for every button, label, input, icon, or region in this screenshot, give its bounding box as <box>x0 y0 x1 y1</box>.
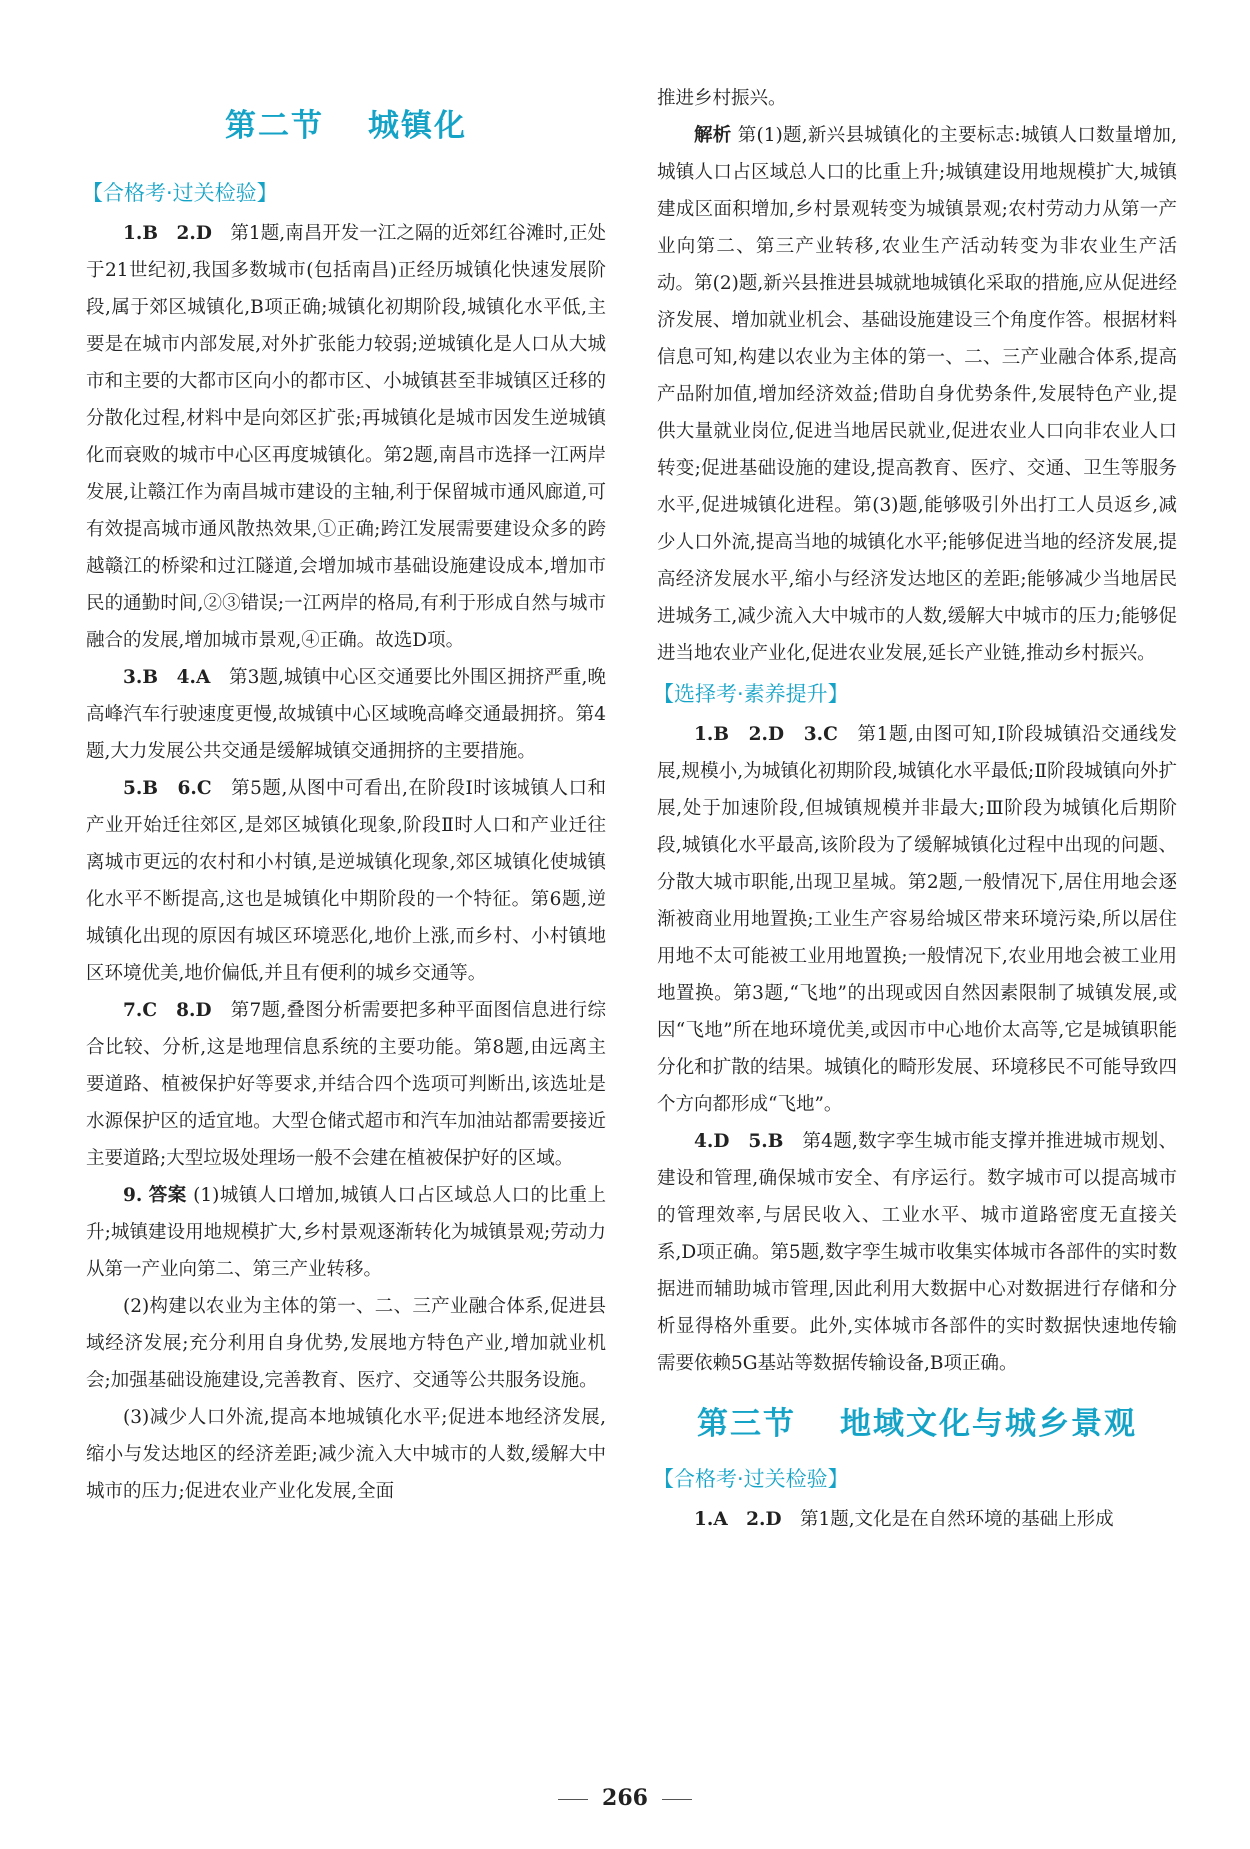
section-number: 第三节 <box>697 1406 796 1442</box>
answer-paragraph: (2)构建以农业为主体的第一、二、三产业融合体系,促进县域经济发展;充分利用自身优势,发展地方特色产业,增加就业机会;加强基础设施建设,完善教育、医疗、交通等公共服务设施。 <box>86 1296 606 1391</box>
answer-paragraph: 5.B 6.C 第5题,从图中可看出,在阶段Ⅰ时该城镇人口和产业开始迁往郊区,是郊区城镇化现象,阶段Ⅱ时人口和产业迁往离城市更远的农村和小村镇,是逆城镇化现象,郊区城镇化使城镇化水平不断提高,这也是城镇化中期阶段的一个特征。第6题,逆城镇化出现的原因有城区环境恶化,地价上涨,而乡村、小村镇地区环境优美,地价偏低,并且有便利的城乡交通等。 <box>86 778 606 984</box>
answer-label: 答案 <box>148 1185 187 1206</box>
answer-keys: 3.B 4.A <box>123 667 211 688</box>
section-name: 城镇化 <box>368 108 467 144</box>
section-number: 第二节 <box>225 108 324 144</box>
answer-keys: 1.B 2.D 3.C <box>694 724 838 745</box>
answer-paragraph: 1.A 2.D 第1题,文化是在自然环境的基础上形成 <box>694 1509 1114 1530</box>
subhead-advanced: 【选择考·素养提升】 <box>653 682 849 706</box>
answer-paragraph: 7.C 8.D 第7题,叠图分析需要把多种平面图信息进行综合比较、分析,这是地理信息系统的主要功能。第8题,由远离主要道路、植被保护好等要求,并结合四个选项可判断出,该选址是水源保护区的适宜地。大型仓储式超市和汽车加油站都需要接近主要道路;大型垃圾处理场一般不会建在植被保护好的区域。 <box>86 1000 606 1169</box>
analysis-paragraph: 解析 第(1)题,新兴县城镇化的主要标志:城镇人口数量增加,城镇人口占区域总人口的比重上升;城镇建设用地规模扩大,城镇建成区面积增加,乡村景观转变为城镇景观;农村劳动力从第一产业向第二、第三产业转移,农业生产活动转变为非农业生产活动。第(2)题,新兴县推进县城就地城镇化采取的措施,应从促进经济发展、增加就业机会、基础设施建设三个角度作答。根据材料信息可知,构建以农业为主体的第一、二、三产业融合体系,提高产品附加值,增加经济效益;借助自身优势条件,发展特色产业,提供大量就业岗位,促进当地居民就业,促进农业人口向非农业人口转变;促进基础设施的建设,提高教育、医疗、交通、卫生等服务水平,促进城镇化进程。第(3)题,能够吸引外出打工人员返乡,减少人口外流,提高当地的城镇化水平;能够促进当地的经济发展,提高经济发展水平,缩小与经济发达地区的差距;能够减少当地居民进城务工,减少流入大中城市的人数,缓解大中城市的压力;能够促进当地农业产业化,促进农业发展,延长产业链,推动乡村振兴。 <box>657 125 1177 664</box>
answer-paragraph: 3.B 4.A 第3题,城镇中心区交通要比外围区拥挤严重,晚高峰汽车行驶速度更慢,故城镇中心区域晚高峰交通最拥挤。第4题,大力发展公共交通是缓解城镇交通拥挤的主要措施。 <box>86 667 606 762</box>
continued-text: 推进乡村振兴。 <box>657 88 787 109</box>
answer-keys: 5.B 6.C <box>123 778 212 799</box>
answer-keys: 7.C 8.D <box>123 1000 212 1021</box>
right-column <box>653 80 1177 1538</box>
analysis-label: 解析 <box>694 125 732 146</box>
answer-keys: 4.D 5.B <box>694 1131 784 1152</box>
page-number: 266 <box>0 1785 1250 1811</box>
answer-paragraph: 1.B 2.D 第1题,南昌开发一江之隔的近郊红谷滩时,正处于21世纪初,我国多数城市(包括南昌)正经历城镇化快速发展阶段,属于郊区城镇化,B项正确;城镇化初期阶段,城镇化水平低,主要是在城市内部发展,对外扩张能力较弱;逆城镇化是人口从大城市和主要的大都市区向小的都市区、小城镇甚至非城镇区迁移的分散化过程,材料中是向郊区扩张;再城镇化是城市因发生逆城镇化而衰败的城市中心区再度城镇化。第2题,南昌市选择一江两岸发展,让赣江作为南昌城市建设的主轴,利于保留城市通风廊道,可有效提高城市通风散热效果,①正确;跨江发展需要建设众多的跨越赣江的桥梁和过江隧道,会增加城市基础设施建设成本,增加市民的通勤时间,②③错误;一江两岸的格局,有利于形成自然与城市融合的发展,增加城市景观,④正确。故选D项。 <box>86 223 606 651</box>
answer-paragraph: 1.B 2.D 3.C 第1题,由图可知,Ⅰ阶段城镇沿交通线发展,规模小,为城镇化初期阶段,城镇化水平最低;Ⅱ阶段城镇向外扩展,处于加速阶段,但城镇规模并非最大;Ⅲ阶段为城镇化后期阶段,城镇化水平最高,该阶段为了缓解城镇化过程中出现的问题、分散大城市职能,出现卫星城。第2题,一般情况下,居住用地会逐渐被商业用地置换;工业生产容易给城区带来环境污染,所以居住用地不太可能被工业用地置换;一般情况下,农业用地会被工业用地置换。第3题,“飞地”的出现或因自然因素限制了城镇发展,或因“飞地”所在地环境优美,或因市中心地价太高等,它是城镇职能分化和扩散的结果。城镇化的畸形发展、环境移民不可能导致四个方向都形成“飞地”。 <box>657 724 1177 1115</box>
answer-paragraph: (3)减少人口外流,提高本地城镇化水平;促进本地经济发展,缩小与发达地区的经济差距;减少流入大中城市的人数,缓解大中城市的压力;促进农业产业化发展,全面 <box>86 1407 606 1502</box>
answer-paragraph: 9. 答案 (1)城镇人口增加,城镇人口占区域总人口的比重上升;城镇建设用地规模扩大,乡村景观逐渐转化为城镇景观;劳动力从第一产业向第二、第三产业转移。 <box>86 1185 606 1280</box>
section-title-2 <box>86 100 606 145</box>
answer-keys: 1.A 2.D <box>694 1509 782 1530</box>
answer-keys: 1.B 2.D <box>123 223 212 244</box>
subhead-basic-check: 【合格考·过关检验】 <box>653 1467 849 1491</box>
answer-paragraph: 4.D 5.B 第4题,数字孪生城市能支撑并推进城市规划、建设和管理,确保城市安全、有序运行。数字城市可以提高城市的管理效率,与居民收入、工业水平、城市道路密度无直接关系,D项正确。第5题,数字孪生城市收集实体城市各部件的实时数据进而辅助城市管理,因此利用大数据中心对数据进行存储和分析显得格外重要。此外,实体城市各部件的实时数据快速地传输需要依赖5G基站等数据传输设备,B项正确。 <box>657 1131 1177 1374</box>
section-name: 地域文化与城乡景观 <box>840 1406 1137 1442</box>
section-title-3 <box>657 1398 1177 1443</box>
subhead-basic-check: 【合格考·过关检验】 <box>82 181 278 205</box>
left-column <box>82 82 606 1510</box>
